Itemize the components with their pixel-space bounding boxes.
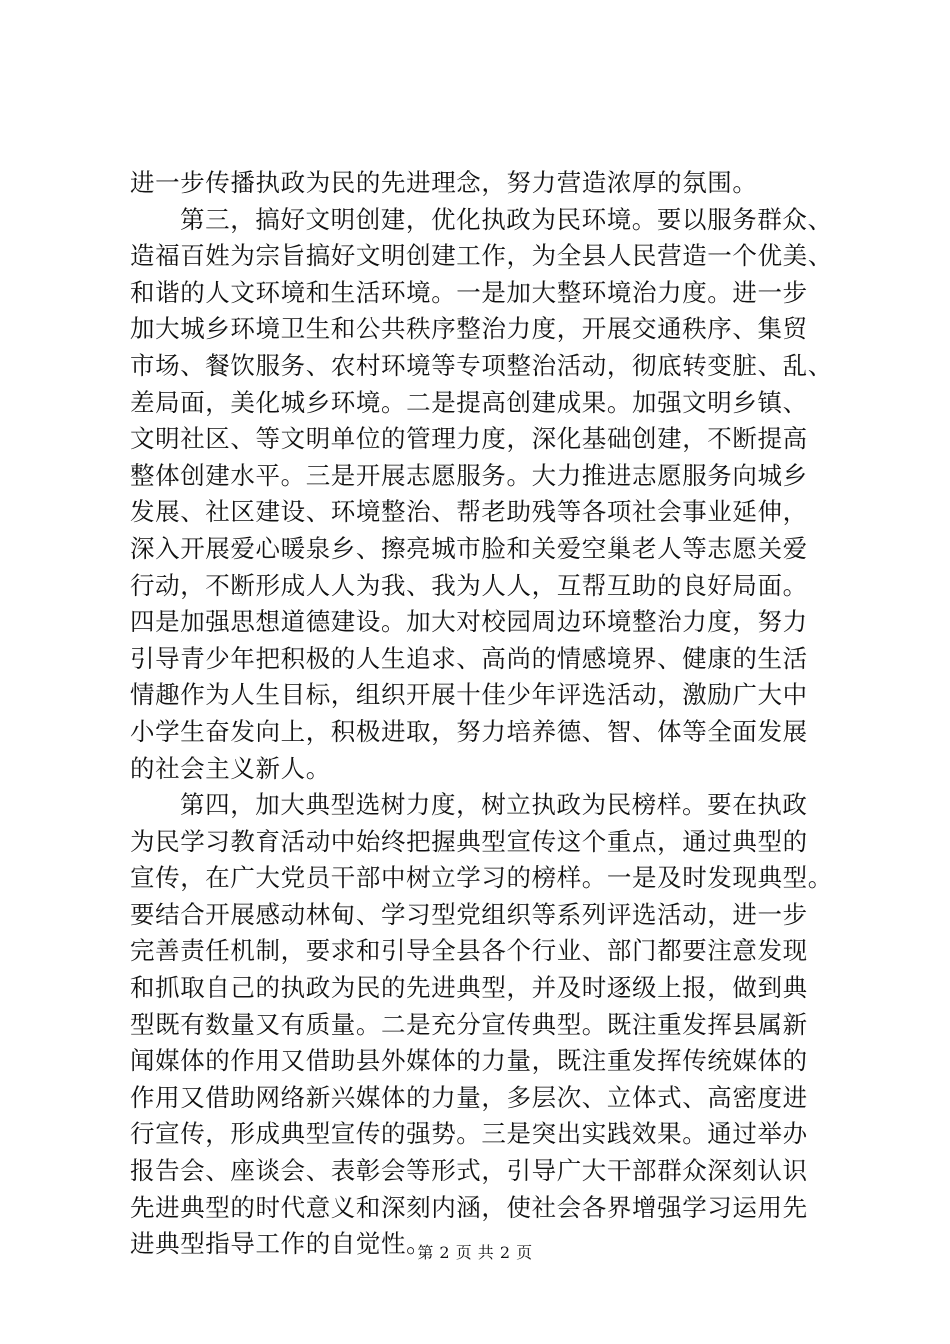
text-line: 发展、社区建设、环境整治、帮老助残等各项社会事业延伸， [130, 497, 808, 527]
text-line: 要结合开展感动林甸、学习型党组织等系列评选活动，进一步 [130, 899, 808, 929]
text-line: 和谐的人文环境和生活环境。一是加大整环境治力度。进一步 [130, 277, 808, 307]
text-line: 造福百姓为宗旨搞好文明创建工作，为全县人民营造一个优美、 [130, 241, 833, 271]
text-line: 进典型指导工作的自觉性。 [130, 1229, 432, 1259]
text-line: 加大城乡环境卫生和公共秩序整治力度，开展交通秩序、集贸 [130, 314, 808, 344]
text-line: 情趣作为人生目标，组织开展十佳少年评选活动，激励广大中 [130, 680, 808, 710]
text-line: 先进典型的时代意义和深刻内涵，使社会各界增强学习运用先 [130, 1192, 808, 1222]
text-line: 市场、餐饮服务、农村环境等专项整治活动，彻底转变脏、乱、 [130, 350, 833, 380]
text-line: 第三，搞好文明创建，优化执政为民环境。要以服务群众、 [180, 204, 833, 234]
text-line: 四是加强思想道德建设。加大对校园周边环境整治力度，努力 [130, 607, 808, 637]
text-line: 第四，加大典型选树力度，树立执政为民榜样。要在执政 [180, 790, 808, 820]
text-line: 和抓取自己的执政为民的先进典型，并及时逐级上报，做到典 [130, 973, 808, 1003]
text-line: 差局面，美化城乡环境。二是提高创建成果。加强文明乡镇、 [130, 387, 808, 417]
text-line: 闻媒体的作用又借助县外媒体的力量，既注重发挥传统媒体的 [130, 1046, 808, 1076]
text-line: 宣传，在广大党员干部中树立学习的榜样。一是及时发现典型。 [130, 863, 833, 893]
text-line: 深入开展爱心暖泉乡、擦亮城市脸和关爱空巢老人等志愿关爱 [130, 533, 808, 563]
text-line: 行动，不断形成人人为我、我为人人，互帮互助的良好局面。 [130, 570, 808, 600]
text-line: 型既有数量又有质量。二是充分宣传典型。既注重发挥县属新 [130, 1009, 808, 1039]
text-line: 的社会主义新人。 [130, 753, 331, 783]
page-footer: 第 2 页 共 2 页 [417, 1243, 533, 1262]
document-body [130, 165, 842, 1263]
text-line: 引导青少年把积极的人生追求、高尚的情感境界、健康的生活 [130, 643, 808, 673]
text-line: 行宣传，形成典型宣传的强势。三是突出实践效果。通过举办 [130, 1119, 808, 1149]
text-line: 报告会、座谈会、表彰会等形式，引导广大干部群众深刻认识 [130, 1156, 808, 1186]
text-line: 文明社区、等文明单位的管理力度，深化基础创建，不断提高 [130, 424, 808, 454]
text-line: 整体创建水平。三是开展志愿服务。大力推进志愿服务向城乡 [130, 460, 808, 490]
text-line: 作用又借助网络新兴媒体的力量，多层次、立体式、高密度进 [130, 1082, 808, 1112]
text-line: 进一步传播执政为民的先进理念，努力营造浓厚的氛围。 [130, 168, 758, 197]
text-line: 完善责任机制，要求和引导全县各个行业、部门都要注意发现 [130, 936, 808, 966]
text-line: 小学生奋发向上，积极进取，努力培养德、智、体等全面发展 [130, 716, 808, 746]
text-line: 为民学习教育活动中始终把握典型宣传这个重点，通过典型的 [130, 826, 808, 856]
